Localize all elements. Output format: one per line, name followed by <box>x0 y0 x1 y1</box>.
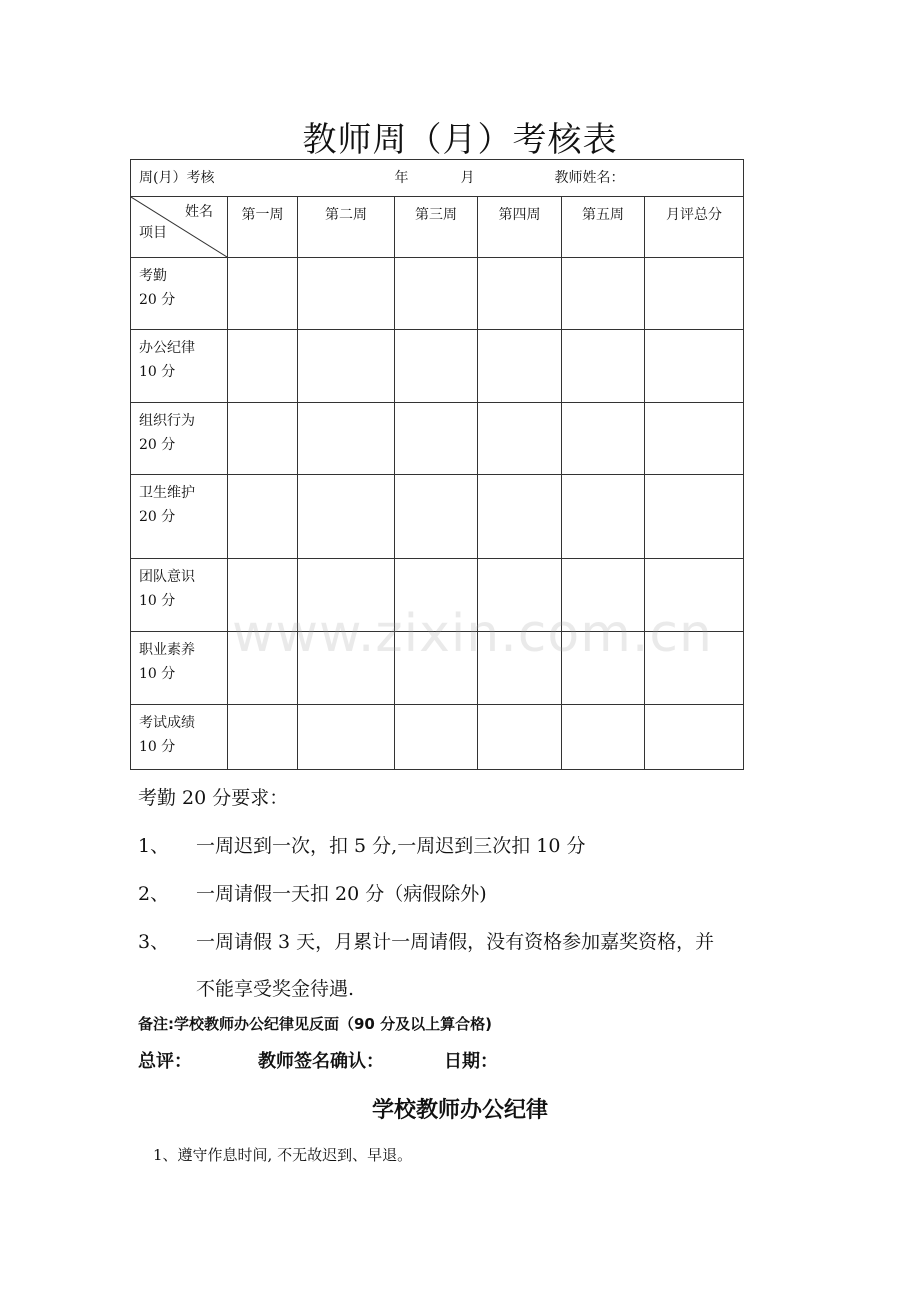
score-cell[interactable] <box>478 258 562 330</box>
score-cell[interactable] <box>298 258 395 330</box>
table-row <box>131 632 744 705</box>
score-cell[interactable] <box>395 475 478 559</box>
score-cell[interactable] <box>395 705 478 770</box>
spacer <box>474 166 554 190</box>
score-cell[interactable] <box>228 258 298 330</box>
score-cell[interactable] <box>478 475 562 559</box>
table-row <box>131 403 744 475</box>
score-cell[interactable] <box>562 475 645 559</box>
item-label-cell: 团队意识 10 分 <box>131 559 228 632</box>
requirement-text: 一周请假一天扣 20 分（病假除外) <box>196 883 487 905</box>
score-cell[interactable] <box>298 330 395 403</box>
requirement-text: 一周请假 3 天，月累计一周请假，没有资格参加嘉奖资格，并 <box>196 931 715 953</box>
item-label-cell: 组织行为 20 分 <box>131 403 228 475</box>
spacer <box>214 166 394 190</box>
score-cell[interactable] <box>298 403 395 475</box>
score-cell[interactable] <box>228 475 298 559</box>
score-cell[interactable] <box>478 632 562 705</box>
item-label-cell: 办公纪律 10 分 <box>131 330 228 403</box>
period-cell[interactable] <box>131 160 744 197</box>
table-header-row <box>131 160 744 197</box>
summary-label: 总评： <box>138 1051 192 1072</box>
teacher-name-label: 教师姓名： <box>554 170 625 186</box>
score-cell[interactable] <box>395 403 478 475</box>
discipline-rule: 1、遵守作息时间, 不无故迟到、早退。 <box>153 1146 413 1164</box>
item-label-cell: 考试成绩 10 分 <box>131 705 228 770</box>
score-cell[interactable] <box>645 705 744 770</box>
requirement-text: 一周迟到一次，扣 5 分,一周迟到三次扣 10 分 <box>196 835 586 857</box>
score-cell[interactable] <box>395 632 478 705</box>
score-cell[interactable] <box>645 403 744 475</box>
spacer <box>408 166 460 190</box>
table-row <box>131 475 744 559</box>
table-row <box>131 559 744 632</box>
col-week-5: 第五周 <box>562 197 645 258</box>
score-cell[interactable] <box>645 632 744 705</box>
score-cell[interactable] <box>228 403 298 475</box>
requirement-number: 3、 <box>138 931 170 953</box>
requirements-heading: 考勤 20 分要求： <box>138 787 289 809</box>
column-header-row <box>131 197 744 258</box>
score-cell[interactable] <box>228 632 298 705</box>
score-cell[interactable] <box>562 632 645 705</box>
watermark: www.zixin.com.cn <box>232 604 713 664</box>
score-cell[interactable] <box>645 559 744 632</box>
table-row <box>131 258 744 330</box>
score-cell[interactable] <box>562 403 645 475</box>
score-cell[interactable] <box>645 475 744 559</box>
col-week-2: 第二周 <box>298 197 395 258</box>
col-week-3: 第三周 <box>395 197 478 258</box>
score-cell[interactable] <box>228 559 298 632</box>
remark-note: 备注:学校教师办公纪律见反面（90 分及以上算合格) <box>138 1015 492 1033</box>
score-cell[interactable] <box>478 559 562 632</box>
score-cell[interactable] <box>228 330 298 403</box>
score-cell[interactable] <box>562 330 645 403</box>
score-cell[interactable] <box>298 475 395 559</box>
assessment-table <box>130 159 744 770</box>
score-cell[interactable] <box>478 705 562 770</box>
score-cell[interactable] <box>478 330 562 403</box>
score-cell[interactable] <box>645 330 744 403</box>
table-row <box>131 705 744 770</box>
item-label-cell: 职业素养 10 分 <box>131 632 228 705</box>
item-header: 项目 <box>139 225 167 241</box>
item-label-cell: 考勤 20 分 <box>131 258 228 330</box>
signature-confirm-label: 教师签名确认： <box>258 1051 384 1072</box>
score-cell[interactable] <box>645 258 744 330</box>
page-title: 教师周（月）考核表 <box>302 120 618 160</box>
year-label: 年 <box>394 170 409 186</box>
table-row <box>131 330 744 403</box>
month-label: 月 <box>460 170 475 186</box>
col-week-1: 第一周 <box>228 197 298 258</box>
score-cell[interactable] <box>478 403 562 475</box>
score-cell[interactable] <box>298 705 395 770</box>
score-cell[interactable] <box>298 632 395 705</box>
discipline-title: 学校教师办公纪律 <box>371 1098 548 1123</box>
score-cell[interactable] <box>228 705 298 770</box>
item-label-cell: 卫生维护 20 分 <box>131 475 228 559</box>
score-cell[interactable] <box>562 559 645 632</box>
period-label: 周(月）考核 <box>139 170 215 186</box>
score-cell[interactable] <box>562 705 645 770</box>
requirement-number: 1、 <box>138 835 170 857</box>
score-cell[interactable] <box>562 258 645 330</box>
score-cell[interactable] <box>395 559 478 632</box>
score-cell[interactable] <box>395 258 478 330</box>
score-cell[interactable] <box>395 330 478 403</box>
date-label: 日期： <box>444 1051 498 1072</box>
col-week-4: 第四周 <box>478 197 562 258</box>
requirement-number: 2、 <box>138 883 170 905</box>
score-cell[interactable] <box>298 559 395 632</box>
name-header: 姓名 <box>185 204 213 220</box>
col-month-total: 月评总分 <box>645 197 744 258</box>
diagonal-header-cell <box>131 197 228 258</box>
requirement-text-continued: 不能享受奖金待遇. <box>196 978 355 1000</box>
